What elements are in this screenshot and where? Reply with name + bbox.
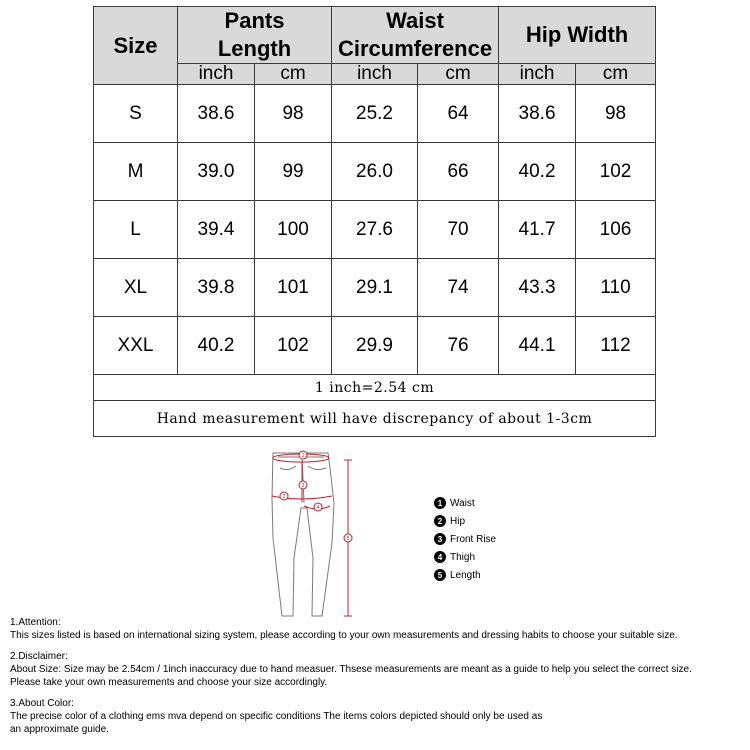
value-cell: 39.4	[178, 201, 255, 259]
disclaimer-title: 2.Disclaimer:	[10, 651, 68, 662]
table-row	[94, 259, 656, 317]
discrepancy-row	[94, 401, 656, 437]
diagram-marker: 1	[301, 453, 305, 459]
unit-cell: cm	[255, 64, 332, 85]
conversion-row	[94, 375, 656, 401]
disclaimer-text: About Size: Size may be 2.54cm / 1inch inaccuracy due to hand measuer. Thsese measurements are meant as a guide to help you select the correct size.	[10, 664, 692, 675]
value-cell: 40.2	[178, 317, 255, 375]
table-row	[94, 85, 656, 143]
legend-item	[434, 494, 496, 512]
disclaimer-text: Please take your own measurements and choose your size accordingly.	[10, 677, 328, 688]
value-cell: 41.7	[499, 201, 576, 259]
legend-label: Waist	[450, 497, 475, 509]
diagram-marker: 3	[301, 483, 305, 489]
value-cell: 101	[255, 259, 332, 317]
value-cell: 110	[576, 259, 656, 317]
diagram-marker: 5	[346, 536, 350, 542]
table-row	[94, 317, 656, 375]
size-cell: XXL	[94, 317, 178, 375]
pants-outline-icon	[260, 448, 370, 620]
unit-cell: cm	[576, 64, 656, 85]
notes-section	[10, 616, 745, 736]
value-cell: 38.6	[178, 85, 255, 143]
diagram-marker: 4	[316, 505, 320, 511]
value-cell: 100	[255, 201, 332, 259]
size-cell: L	[94, 201, 178, 259]
size-table	[93, 6, 656, 437]
value-cell: 38.6	[499, 85, 576, 143]
value-cell: 44.1	[499, 317, 576, 375]
header-size: Size	[94, 7, 178, 85]
value-cell: 39.0	[178, 143, 255, 201]
size-cell: S	[94, 85, 178, 143]
size-chart	[93, 6, 655, 437]
legend-label: Hip	[450, 515, 466, 527]
header-pants-length: Pants Length	[178, 7, 332, 64]
value-cell: 102	[576, 143, 656, 201]
value-cell: 26.0	[332, 143, 418, 201]
attention-text: This sizes listed is based on international sizing system, please according to your own measurements and dressing habits to choose your suitable size.	[10, 630, 678, 641]
legend-label: Front Rise	[450, 533, 497, 545]
value-cell: 39.8	[178, 259, 255, 317]
value-cell: 70	[418, 201, 499, 259]
color-text: The precise color of a clothing ems mva depend on specific conditions The items colors depicted should only be used as	[10, 711, 543, 722]
unit-cell: inch	[499, 64, 576, 85]
value-cell: 40.2	[499, 143, 576, 201]
legend-item	[434, 548, 496, 566]
number-badge-icon: 2	[434, 515, 446, 527]
value-cell: 99	[255, 143, 332, 201]
value-cell: 27.6	[332, 201, 418, 259]
unit-cell: cm	[418, 64, 499, 85]
legend-label: Length	[450, 569, 481, 581]
value-cell: 102	[255, 317, 332, 375]
value-cell: 106	[576, 201, 656, 259]
unit-cell: inch	[178, 64, 255, 85]
table-row	[94, 201, 656, 259]
value-cell: 74	[418, 259, 499, 317]
legend-label: Thigh	[450, 551, 476, 563]
legend-item	[434, 512, 496, 530]
value-cell: 66	[418, 143, 499, 201]
color-title: 3.About Color:	[10, 698, 74, 709]
measurement-legend	[434, 494, 496, 584]
color-text: an approximate guide.	[10, 724, 109, 735]
unit-cell: inch	[332, 64, 418, 85]
discrepancy-note: Hand measurement will have discrepancy of about 1-3cm	[94, 401, 656, 437]
pants-measurement-diagram	[260, 448, 370, 620]
value-cell: 98	[576, 85, 656, 143]
size-cell: M	[94, 143, 178, 201]
value-cell: 29.9	[332, 317, 418, 375]
unit-row	[94, 64, 656, 85]
legend-item	[434, 530, 496, 548]
value-cell: 64	[418, 85, 499, 143]
number-badge-icon: 5	[434, 569, 446, 581]
header-waist: Waist Circumference	[332, 7, 499, 64]
legend-item	[434, 566, 496, 584]
header-row	[94, 7, 656, 64]
number-badge-icon: 3	[434, 533, 446, 545]
value-cell: 76	[418, 317, 499, 375]
number-badge-icon: 4	[434, 551, 446, 563]
value-cell: 112	[576, 317, 656, 375]
table-row	[94, 143, 656, 201]
conversion-note: 1 inch=2.54 cm	[94, 375, 656, 401]
header-hip-width: Hip Width	[499, 7, 656, 64]
number-badge-icon: 1	[434, 497, 446, 509]
value-cell: 29.1	[332, 259, 418, 317]
value-cell: 98	[255, 85, 332, 143]
value-cell: 25.2	[332, 85, 418, 143]
diagram-marker: 2	[282, 494, 286, 500]
size-cell: XL	[94, 259, 178, 317]
attention-title: 1.Attention:	[10, 617, 61, 628]
value-cell: 43.3	[499, 259, 576, 317]
